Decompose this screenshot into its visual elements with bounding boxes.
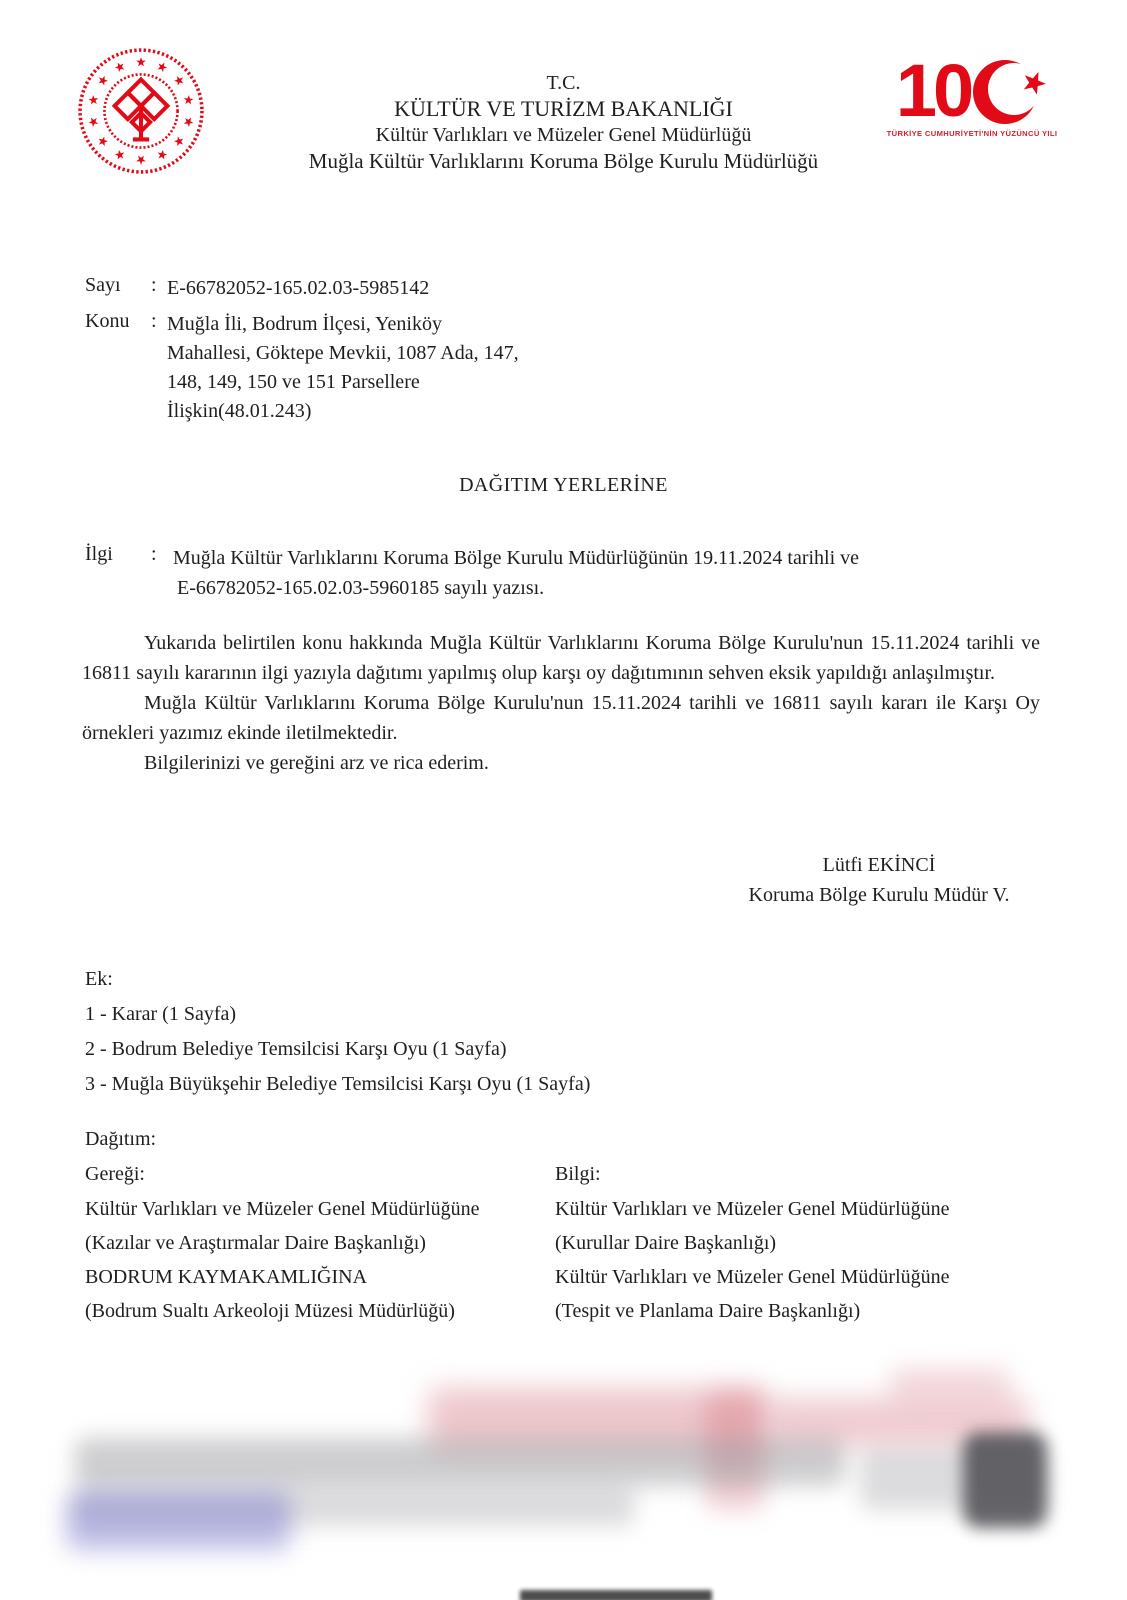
blurred-signature	[66, 1492, 291, 1550]
centenary-digit-1: 1	[895, 49, 933, 132]
ilgi-line: Muğla Kültür Varlıklarını Koruma Bölge Kurulu Müdürlüğünün 19.11.2024 tarihli ve	[173, 547, 860, 569]
attachment-item: 2 - Bodrum Belediye Temsilcisi Karşı Oyu (1 Sayfa)	[85, 1038, 507, 1060]
geregi-item: (Kazılar ve Araştırmalar Daire Başkanlığı)	[85, 1232, 426, 1254]
sayi-label: Sayı	[85, 274, 121, 296]
sayi-row	[85, 274, 519, 303]
centenary-digit-0: 0	[933, 49, 971, 132]
bilgi-item: (Kurullar Daire Başkanlığı)	[555, 1232, 777, 1254]
centenary-100-logo	[882, 49, 1062, 138]
blurred-qr-code	[963, 1432, 1047, 1528]
ilgi-label: İlgi	[85, 543, 113, 565]
konu-row	[85, 310, 519, 426]
ilgi-colon: :	[151, 543, 157, 565]
centenary-caption: TÜRKİYE CUMHURİYETİ'NİN YÜZÜNCÜ YILI	[886, 129, 1058, 138]
attachments-label: Ek:	[85, 968, 113, 990]
letter-body	[82, 628, 1040, 778]
geregi-item: Kültür Varlıkları ve Müzeler Genel Müdürlüğüne	[85, 1198, 480, 1220]
blurred-stamp	[890, 1368, 1010, 1402]
distribution-geregi-column	[85, 1157, 555, 1328]
bilgi-item: (Tespit ve Planlama Daire Başkanlığı)	[555, 1300, 861, 1322]
letterhead-regional-directorate: Muğla Kültür Varlıklarını Koruma Bölge Kurulu Müdürlüğü	[308, 149, 819, 173]
konu-colon: :	[151, 310, 157, 332]
konu-value	[167, 310, 519, 426]
geregi-label: Gereği:	[85, 1163, 145, 1185]
bilgi-item: Kültür Varlıkları ve Müzeler Genel Müdürlüğüne	[555, 1266, 950, 1288]
geregi-item: BODRUM KAYMAKAMLIĞINA	[85, 1266, 368, 1288]
crescent-star-icon	[970, 55, 1048, 127]
ilgi-row	[85, 543, 859, 603]
centenary-100-mark	[882, 49, 1062, 132]
konu-line: 148, 149, 150 ve 151 Parsellere	[167, 371, 420, 393]
ilgi-value	[173, 543, 859, 603]
distribution-columns	[85, 1157, 1040, 1328]
sayi-colon: :	[151, 274, 157, 296]
konu-label: Konu	[85, 310, 130, 332]
document-title: DAĞITIM YERLERİNE	[459, 474, 668, 496]
signer-name: Lütfi EKİNCİ	[822, 854, 936, 876]
distribution-label: Dağıtım:	[85, 1128, 157, 1150]
sayi-value: E-66782052-165.02.03-5985142	[167, 277, 430, 299]
letterhead-ministry: KÜLTÜR VE TURİZM BAKANLIĞI	[394, 96, 733, 121]
blurred-bottom-bar	[520, 1590, 712, 1600]
ilgi-line: E-66782052-165.02.03-5960185 sayılı yazısı.	[177, 577, 545, 599]
konu-line: İlişkin(48.01.243)	[167, 400, 312, 422]
blurred-footer-text	[75, 1438, 845, 1486]
letterhead-general-directorate: Kültür Varlıkları ve Müzeler Genel Müdürlüğü	[375, 124, 752, 146]
distribution-bilgi-column	[555, 1157, 1040, 1328]
letterhead-tc: T.C.	[546, 72, 581, 94]
body-paragraph: Bilgilerinizi ve gereğini arz ve rica ederim.	[144, 752, 489, 774]
distribution-block	[85, 1122, 1040, 1328]
signature-block	[724, 850, 1034, 910]
konu-line: Mahallesi, Göktepe Mevkii, 1087 Ada, 147,	[167, 342, 519, 364]
attachments-block	[85, 962, 590, 1102]
body-paragraph: Muğla Kültür Varlıklarını Koruma Bölge Kurulu'nun 15.11.2024 tarihli ve 16811 sayılı kararı ile Karşı Oy örnekleri yazımız ekinde iletilmektedir.	[82, 692, 1040, 744]
bilgi-item: Kültür Varlıkları ve Müzeler Genel Müdürlüğüne	[555, 1198, 950, 1220]
signer-title: Koruma Bölge Kurulu Müdür V.	[748, 884, 1010, 906]
body-paragraph: Yukarıda belirtilen konu hakkında Muğla Kültür Varlıklarını Koruma Bölge Kurulu'nun 15.11.2024 tarihli ve 16811 sayılı kararının ilgi yazıyla dağıtımı yapılmış olup karşı oy dağıtımının sehven eksik yapıldığı anlaşılmıştır.	[82, 632, 1040, 684]
bilgi-list	[555, 1192, 1040, 1328]
document-meta	[85, 274, 519, 426]
attachment-item: 1 - Karar (1 Sayfa)	[85, 1003, 237, 1025]
geregi-item: (Bodrum Sualtı Arkeoloji Müzesi Müdürlüğü)	[85, 1300, 455, 1322]
attachment-item: 3 - Muğla Büyükşehir Belediye Temsilcisi Karşı Oyu (1 Sayfa)	[85, 1073, 591, 1095]
geregi-list	[85, 1192, 555, 1328]
bilgi-label: Bilgi:	[555, 1163, 601, 1185]
konu-line: Muğla İli, Bodrum İlçesi, Yeniköy	[167, 313, 442, 335]
